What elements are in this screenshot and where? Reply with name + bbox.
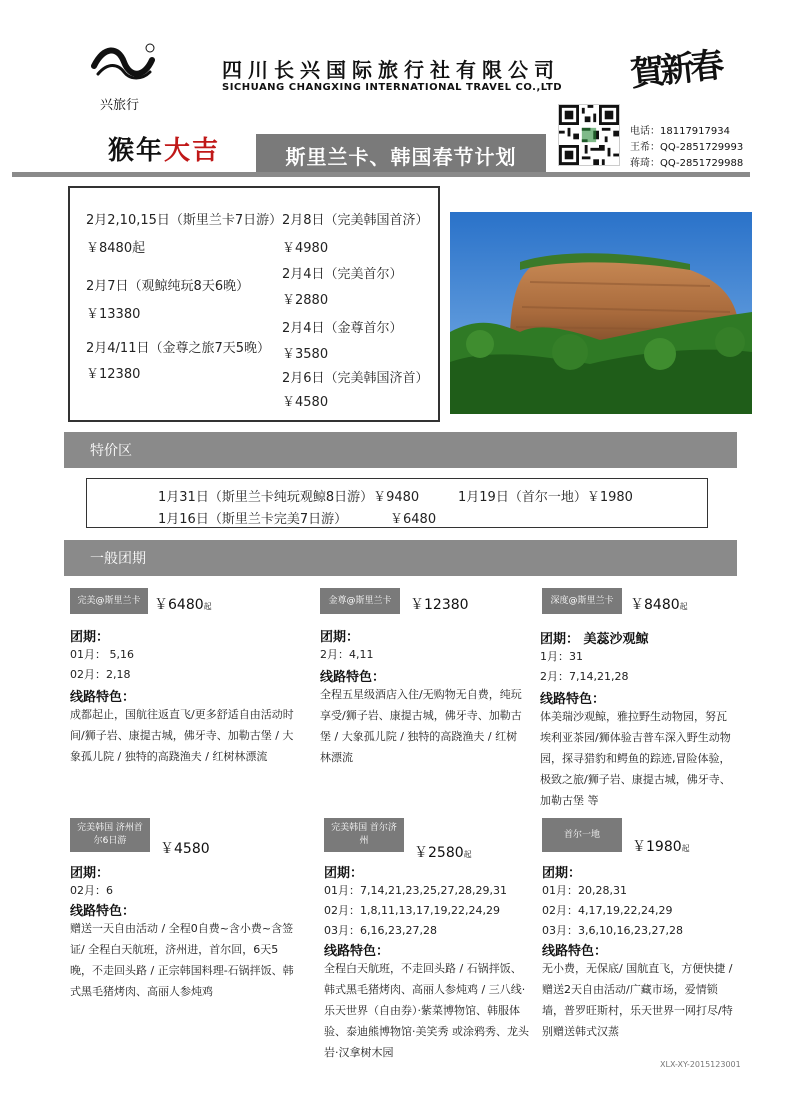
schedule-right-name: 2月6日（完美韩国济首） [282,371,429,386]
company-name-cn: 四川长兴国际旅行社有限公司 [222,58,560,82]
price-suffix: 起 [681,844,690,853]
product-price [160,838,210,858]
logo-text: 兴旅行 [100,98,140,113]
page-title: 斯里兰卡、韩国春节计划 [256,134,546,176]
slogan-red: 大吉 [164,136,221,166]
product-tag: 金尊@斯里兰卡 [320,588,400,614]
contact-qq-wang: 王希：QQ-2851729993 [630,142,744,153]
schedule-right-name: 2月4日（金尊首尔） [282,321,403,336]
group-label: 团期： [320,630,360,645]
schedule-left-price: ￥13380 [86,307,141,322]
schedule-right-name: 2月8日（完美韩国首济） [282,213,429,228]
group-dates: 03月：6,16,23,27,28 [324,924,437,937]
product-tag: 完美@斯里兰卡 [70,588,148,614]
schedule-left-name: 2月2,10,15日（斯里兰卡7日游） [86,213,283,228]
product-price [154,594,212,614]
feature-text: 全程白天航班，不走回头路 / 石锅拌饭、韩式黑毛猪烤肉、高丽人参炖鸡 / 三八线·乐天世界（自由券）·紫菜博物馆、韩服体验、泰迪熊博物馆·美笑秀 或涂鸦秀、龙头岩·汉拿树木园 [324,962,529,1059]
slogan-black: 猴年 [108,136,165,166]
contact-phone: 电话：18117917934 [630,126,730,137]
feature-label: 线路特色： [320,670,386,685]
price-suffix: 起 [679,602,688,611]
price-value: ￥6480 [154,597,204,613]
price-value: ￥2580 [414,845,464,861]
schedule-left-name: 2月7日（观鲸纯玩8天6晚） [86,279,250,294]
group-label: 团期： 美蕊沙观鲸 [540,632,649,647]
product-tag: 首尔一地 [542,818,622,852]
general-section-bar: 一般团期 [64,540,737,576]
special-section-bar: 特价区 [64,432,737,468]
price-suffix: 起 [463,850,472,859]
feature-text: 体美瑞沙观鲸，雅拉野生动物园，努瓦埃利亚茶园/狮体验吉普车深入野生动物园，探寻猎豹和鳄鱼的踪迹,冒险体验，极致之旅/狮子岩、康提古城，佛牙寺、加勒古堡 等 [540,710,731,807]
product-price [632,836,690,856]
price-value: ￥12380 [410,597,469,613]
group-extra: 美蕊沙观鲸 [583,632,649,647]
schedule-right-price: ￥2880 [282,293,329,308]
product-tag: 完美韩国 济州首尔6日游 [70,818,150,852]
product-tag: 完美韩国 首尔济州 [324,818,404,852]
feature-label: 线路特色： [542,944,608,959]
group-dates: 02月：1,8,11,13,17,19,22,24,29 [324,904,500,917]
schedule-right-name: 2月4日（完美首尔） [282,267,403,282]
product-price [414,842,472,862]
group-label: 团期： [542,866,582,881]
feature-text: 全程五星级酒店入住/无购物无自费，纯玩享受/狮子岩、康提古城，佛牙寺、加勒古堡 / 大象孤儿院 / 独特的高跷渔夫 / 红树林漂流 [320,688,522,764]
product-tag: 深度@斯里兰卡 [542,588,622,614]
special-item: 1月31日（斯里兰卡纯玩观鲸8日游）￥9480 [158,490,420,505]
group-dates: 03月：3,6,10,16,23,27,28 [542,924,683,937]
price-value: ￥1980 [632,839,682,855]
price-value: ￥4580 [160,841,210,857]
price-value: ￥8480 [630,597,680,613]
feature-label: 线路特色： [324,944,390,959]
contact-qq-jiang: 蒋琦：QQ-2851729988 [630,158,744,169]
product-price [630,594,688,614]
company-name-en: SICHUANG CHANGXING INTERNATIONAL TRAVEL CO.,LTD [222,82,563,93]
group-dates: 01月： 5,16 [70,648,134,661]
group-dates: 02月：4,17,19,22,24,29 [542,904,673,917]
group-dates: 2月：7,14,21,28 [540,670,629,683]
schedule-left-price: ￥12380 [86,367,141,382]
group-label: 团期： [70,630,110,645]
slogan [108,130,220,167]
company-logo [88,40,158,90]
schedule-left-price: ￥8480起 [86,241,146,256]
special-item: 1月16日（斯里兰卡完美7日游） [158,512,348,527]
group-dates: 01月：20,28,31 [542,884,627,897]
new-year-greeting: 賀新春 [628,45,723,95]
feature-label: 线路特色： [70,904,136,919]
special-item: 1月19日（首尔一地）￥1980 [458,490,633,505]
schedule-right-price: ￥4980 [282,241,329,256]
contact-info [630,124,743,172]
sigiriya-rock-photo [450,212,752,414]
schedule-right-price: ￥3580 [282,347,329,362]
document-code: XLX-XY-2015123001 [660,1060,741,1069]
group-label: 团期： [70,866,110,881]
group-dates: 2月：4,11 [320,648,374,661]
feature-text: 成都起止，国航往返直飞/更多舒适自由活动时间/狮子岩、康提古城，佛牙寺、加勒古堡 / 大象孤儿院 / 独特的高跷渔夫 / 红树林漂流 [70,708,294,763]
feature-text: 赠送一天自由活动 / 全程0自费~含小费~含签证/ 全程白天航班，济州进，首尔回，6天5晚，不走回头路 / 正宗韩国料理-石锅拌饭、韩式黑毛猪烤肉、高丽人参炖鸡 [70,922,294,998]
group-dates: 02月：6 [70,884,113,897]
group-label: 团期： [324,866,364,881]
feature-text: 无小费，无保底/ 国航直飞，方便快捷 / 赠送2天自由活动/广藏市场，爱情锁墙，普罗旺斯村，乐天世界一网打尽/特别赠送韩式汉蒸 [542,962,733,1038]
schedule-left-name: 2月4/11日（金尊之旅7天5晚） [86,341,271,356]
price-suffix: 起 [203,602,212,611]
qr-code-icon [558,104,620,166]
feature-label: 线路特色： [70,690,136,705]
schedule-right-price: ￥4580 [282,395,329,410]
header-divider [12,172,750,177]
group-dates: 01月：7,14,21,23,25,27,28,29,31 [324,884,507,897]
special-item: ￥6480 [390,512,437,527]
product-price [410,594,469,614]
feature-label: 线路特色： [540,692,606,707]
group-dates: 1月：31 [540,650,583,663]
group-dates: 02月：2,18 [70,668,131,681]
